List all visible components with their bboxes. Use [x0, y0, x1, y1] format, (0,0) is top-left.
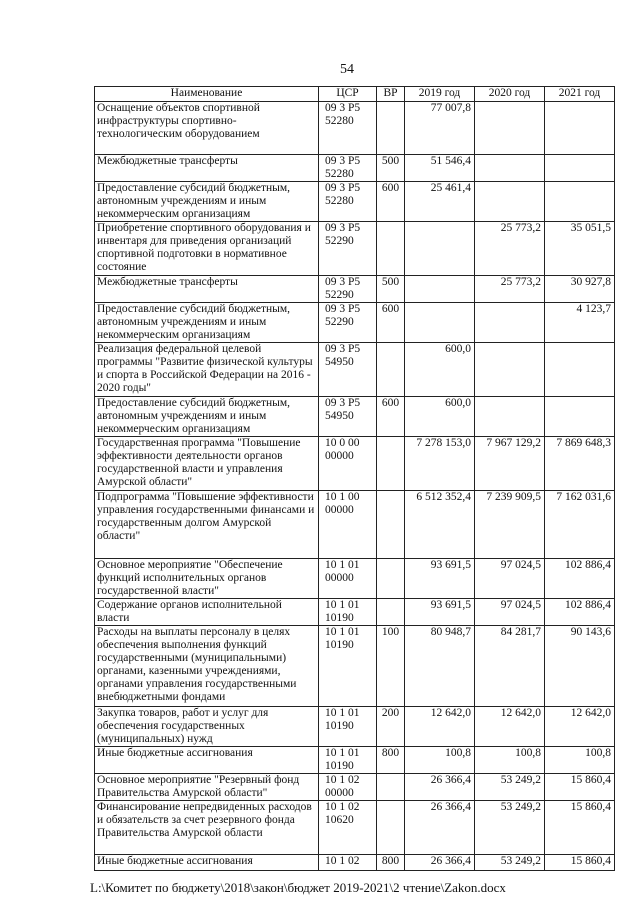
- row-name: Межбюджетные трансферты: [95, 276, 319, 303]
- row-name: Закупка товаров, работ и услуг для обеспечения государственных (муниципальных) нужд: [95, 707, 319, 747]
- row-vr: 500: [377, 276, 405, 303]
- row-csr: 10 1 01 10190: [319, 707, 377, 747]
- row-2021: 15 860,4: [545, 855, 615, 871]
- table-row: [95, 276, 615, 303]
- row-vr: [377, 437, 405, 491]
- row-2020: 97 024,5: [475, 599, 545, 626]
- row-csr: 10 1 02: [319, 855, 377, 871]
- row-2020: [475, 155, 545, 182]
- row-vr: [377, 774, 405, 801]
- row-2019: 100,8: [405, 747, 475, 774]
- table-header-row: [95, 87, 615, 102]
- table-row: [95, 303, 615, 343]
- row-2019: 93 691,5: [405, 599, 475, 626]
- row-name: Межбюджетные трансферты: [95, 155, 319, 182]
- page-number: 54: [340, 62, 354, 77]
- row-2019: 80 948,7: [405, 626, 475, 707]
- row-name: Иные бюджетные ассигнования: [95, 747, 319, 774]
- row-2020: [475, 303, 545, 343]
- row-name: Предоставление субсидий бюджетным, автономным учреждениям и иным некоммерческим организациям: [95, 303, 319, 343]
- header-csr: ЦСР: [319, 87, 377, 102]
- row-2021: 4 123,7: [545, 303, 615, 343]
- row-vr: [377, 222, 405, 276]
- row-2021: [545, 182, 615, 222]
- row-2020: 53 249,2: [475, 855, 545, 871]
- row-2021: 15 860,4: [545, 801, 615, 855]
- row-vr: 600: [377, 182, 405, 222]
- table-row: [95, 774, 615, 801]
- row-vr: 200: [377, 707, 405, 747]
- row-2020: [475, 182, 545, 222]
- row-vr: [377, 343, 405, 397]
- row-csr: 10 1 02 10620: [319, 801, 377, 855]
- row-csr: 10 1 01 00000: [319, 559, 377, 599]
- table-row: [95, 855, 615, 871]
- row-2021: 90 143,6: [545, 626, 615, 707]
- row-name: Реализация федеральной целевой программы "Развитие физической культуры и спорта в Российской Федерации на 2016 - 2020 годы": [95, 343, 319, 397]
- table-row: [95, 707, 615, 747]
- row-vr: [377, 559, 405, 599]
- row-2021: 100,8: [545, 747, 615, 774]
- table-row: [95, 801, 615, 855]
- row-2020: [475, 343, 545, 397]
- row-2021: [545, 102, 615, 155]
- row-2020: 25 773,2: [475, 222, 545, 276]
- row-2020: 25 773,2: [475, 276, 545, 303]
- table-row: [95, 559, 615, 599]
- table-row: [95, 747, 615, 774]
- row-csr: 10 1 01 10190: [319, 599, 377, 626]
- row-2020: [475, 397, 545, 437]
- row-2021: 7 869 648,3: [545, 437, 615, 491]
- row-2019: [405, 303, 475, 343]
- row-2020: 12 642,0: [475, 707, 545, 747]
- row-vr: [377, 801, 405, 855]
- row-2019: 51 546,4: [405, 155, 475, 182]
- row-csr: 09 3 P5 54950: [319, 397, 377, 437]
- file-path-footer: L:\Комитет по бюджету\2018\закон\бюджет 2019-2021\2 чтение\Zakon.docx: [90, 880, 506, 895]
- table-row: [95, 102, 615, 155]
- row-2021: [545, 397, 615, 437]
- row-name: Оснащение объектов спортивной инфраструктуры спортивно-технологическим оборудованием: [95, 102, 319, 155]
- table-row: [95, 343, 615, 397]
- row-vr: 600: [377, 303, 405, 343]
- row-vr: 600: [377, 397, 405, 437]
- row-name: Предоставление субсидий бюджетным, автономным учреждениям и иным некоммерческим организациям: [95, 397, 319, 437]
- row-2020: 84 281,7: [475, 626, 545, 707]
- budget-table: [94, 86, 615, 871]
- row-vr: [377, 102, 405, 155]
- row-csr: 10 1 00 00000: [319, 491, 377, 559]
- row-name: Основное мероприятие "Резервный фонд Правительства Амурской области": [95, 774, 319, 801]
- row-vr: 800: [377, 855, 405, 871]
- row-2021: [545, 343, 615, 397]
- row-csr: 09 3 P5 54950: [319, 343, 377, 397]
- row-vr: [377, 599, 405, 626]
- row-2019: 7 278 153,0: [405, 437, 475, 491]
- row-2021: 15 860,4: [545, 774, 615, 801]
- row-2021: 102 886,4: [545, 559, 615, 599]
- row-2021: 102 886,4: [545, 599, 615, 626]
- row-2019: 600,0: [405, 397, 475, 437]
- row-csr: 09 3 P5 52290: [319, 222, 377, 276]
- row-2019: 25 461,4: [405, 182, 475, 222]
- header-2019: 2019 год: [405, 87, 475, 102]
- table-row: [95, 626, 615, 707]
- row-2019: 6 512 352,4: [405, 491, 475, 559]
- row-2021: 30 927,8: [545, 276, 615, 303]
- row-name: Приобретение спортивного оборудования и инвентаря для приведения организаций спортивной подготовки в нормативное состояние: [95, 222, 319, 276]
- row-vr: 500: [377, 155, 405, 182]
- row-csr: 09 3 P5 52280: [319, 102, 377, 155]
- row-name: Иные бюджетные ассигнования: [95, 855, 319, 871]
- row-2019: 26 366,4: [405, 801, 475, 855]
- row-name: Основное мероприятие "Обеспечение функций исполнительных органов государственной власти": [95, 559, 319, 599]
- row-2019: 600,0: [405, 343, 475, 397]
- row-vr: [377, 491, 405, 559]
- row-2021: 12 642,0: [545, 707, 615, 747]
- row-csr: 10 1 01 10190: [319, 747, 377, 774]
- table-row: [95, 491, 615, 559]
- table-row: [95, 155, 615, 182]
- row-vr: 100: [377, 626, 405, 707]
- row-2021: [545, 155, 615, 182]
- header-2021: 2021 год: [545, 87, 615, 102]
- header-name: Наименование: [95, 87, 319, 102]
- row-name: Финансирование непредвиденных расходов и обязательств за счет резервного фонда Правительства Амурской области: [95, 801, 319, 855]
- row-name: Расходы на выплаты персоналу в целях обеспечения выполнения функций государственными (муниципальными) органами, казенными учреждениями, органами управления государственными внебюджетными фондами: [95, 626, 319, 707]
- row-2020: 7 239 909,5: [475, 491, 545, 559]
- row-name: Предоставление субсидий бюджетным, автономным учреждениям и иным некоммерческим организациям: [95, 182, 319, 222]
- row-csr: 09 3 P5 52280: [319, 182, 377, 222]
- row-2019: [405, 276, 475, 303]
- row-csr: 09 3 P5 52280: [319, 155, 377, 182]
- row-2020: [475, 102, 545, 155]
- row-2019: 26 366,4: [405, 855, 475, 871]
- row-csr: 10 1 02 00000: [319, 774, 377, 801]
- row-2020: 97 024,5: [475, 559, 545, 599]
- row-2020: 53 249,2: [475, 774, 545, 801]
- row-2019: 12 642,0: [405, 707, 475, 747]
- row-2020: 100,8: [475, 747, 545, 774]
- header-2020: 2020 год: [475, 87, 545, 102]
- table-row: [95, 182, 615, 222]
- header-vr: ВР: [377, 87, 405, 102]
- row-csr: 10 0 00 00000: [319, 437, 377, 491]
- row-2021: 7 162 031,6: [545, 491, 615, 559]
- table-row: [95, 437, 615, 491]
- row-2020: 7 967 129,2: [475, 437, 545, 491]
- row-name: Государственная программа "Повышение эффективности деятельности органов государственной власти и управления Амурской области": [95, 437, 319, 491]
- row-2019: [405, 222, 475, 276]
- row-csr: 09 3 P5 52290: [319, 303, 377, 343]
- row-2019: 93 691,5: [405, 559, 475, 599]
- row-name: Содержание органов исполнительной власти: [95, 599, 319, 626]
- row-2021: 35 051,5: [545, 222, 615, 276]
- row-2020: 53 249,2: [475, 801, 545, 855]
- table-row: [95, 222, 615, 276]
- row-vr: 800: [377, 747, 405, 774]
- row-2019: 26 366,4: [405, 774, 475, 801]
- row-csr: 10 1 01 10190: [319, 626, 377, 707]
- row-name: Подпрограмма "Повышение эффективности управления государственными финансами и государственным долгом Амурской области": [95, 491, 319, 559]
- table-row: [95, 397, 615, 437]
- row-csr: 09 3 P5 52290: [319, 276, 377, 303]
- table-row: [95, 599, 615, 626]
- row-2019: 77 007,8: [405, 102, 475, 155]
